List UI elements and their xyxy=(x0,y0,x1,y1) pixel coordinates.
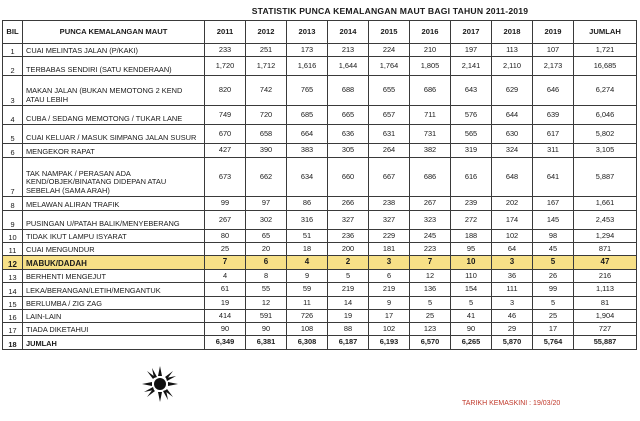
year-value: 7 xyxy=(410,256,451,270)
year-value: 181 xyxy=(369,243,410,256)
year-value: 64 xyxy=(492,243,533,256)
update-date-stamp: TARIKH KEMASKINI : 19/03/20 xyxy=(462,400,561,407)
header-year: 2014 xyxy=(328,21,369,44)
row-total: 216 xyxy=(574,270,637,283)
row-number: 10 xyxy=(3,230,23,243)
cause-label: JUMLAH xyxy=(23,336,205,350)
year-value: 88 xyxy=(328,323,369,336)
table-row xyxy=(3,197,637,211)
year-value: 36 xyxy=(492,270,533,283)
year-value: 55 xyxy=(246,283,287,297)
year-value: 267 xyxy=(205,211,246,230)
total-row xyxy=(3,336,637,350)
row-number: 1 xyxy=(3,44,23,57)
year-value: 311 xyxy=(533,144,574,158)
header-row xyxy=(3,21,637,44)
header-total: JUMLAH xyxy=(574,21,637,44)
year-value: 383 xyxy=(287,144,328,158)
year-value: 12 xyxy=(246,297,287,310)
table-row xyxy=(3,106,637,125)
cause-label: CUAI MELINTAS JALAN (P/KAKI) xyxy=(23,44,205,57)
year-value: 3 xyxy=(369,256,410,270)
row-number: 9 xyxy=(3,211,23,230)
year-value: 655 xyxy=(369,76,410,106)
year-value: 46 xyxy=(492,310,533,323)
year-value: 17 xyxy=(369,310,410,323)
header-cause: PUNCA KEMALANGAN MAUT xyxy=(23,21,205,44)
row-total: 47 xyxy=(574,256,637,270)
year-value: 1,712 xyxy=(246,57,287,76)
year-value: 238 xyxy=(369,197,410,211)
year-value: 5 xyxy=(533,256,574,270)
table-row xyxy=(3,76,637,106)
year-value: 1,720 xyxy=(205,57,246,76)
year-value: 12 xyxy=(410,270,451,283)
year-value: 65 xyxy=(246,230,287,243)
sun-emblem-icon xyxy=(140,364,180,404)
row-total: 1,294 xyxy=(574,230,637,243)
header-year: 2015 xyxy=(369,21,410,44)
year-value: 25 xyxy=(533,310,574,323)
year-value: 210 xyxy=(410,44,451,57)
header-year: 2011 xyxy=(205,21,246,44)
year-value: 167 xyxy=(533,197,574,211)
year-value: 6,308 xyxy=(287,336,328,350)
year-value: 61 xyxy=(205,283,246,297)
cause-label: TERBABAS SENDIRI (SATU KENDERAAN) xyxy=(23,57,205,76)
row-number: 6 xyxy=(3,144,23,158)
year-value: 5,764 xyxy=(533,336,574,350)
year-value: 639 xyxy=(533,106,574,125)
year-value: 731 xyxy=(410,125,451,144)
row-number: 14 xyxy=(3,283,23,297)
year-value: 264 xyxy=(369,144,410,158)
year-value: 107 xyxy=(533,44,574,57)
year-value: 113 xyxy=(492,44,533,57)
cause-label: MELAWAN ALIRAN TRAFIK xyxy=(23,197,205,211)
row-total: 1,904 xyxy=(574,310,637,323)
year-value: 236 xyxy=(328,230,369,243)
year-value: 686 xyxy=(410,158,451,197)
year-value: 327 xyxy=(369,211,410,230)
year-value: 11 xyxy=(287,297,328,310)
row-total: 727 xyxy=(574,323,637,336)
year-value: 10 xyxy=(451,256,492,270)
year-value: 616 xyxy=(451,158,492,197)
year-value: 200 xyxy=(328,243,369,256)
table-row xyxy=(3,310,637,323)
year-value: 427 xyxy=(205,144,246,158)
year-value: 102 xyxy=(369,323,410,336)
row-total: 55,887 xyxy=(574,336,637,350)
year-value: 327 xyxy=(328,211,369,230)
row-number: 4 xyxy=(3,106,23,125)
year-value: 634 xyxy=(287,158,328,197)
year-value: 576 xyxy=(451,106,492,125)
year-value: 14 xyxy=(328,297,369,310)
table-row xyxy=(3,283,637,297)
year-value: 641 xyxy=(533,158,574,197)
year-value: 629 xyxy=(492,76,533,106)
year-value: 19 xyxy=(328,310,369,323)
header-year: 2012 xyxy=(246,21,287,44)
table-row xyxy=(3,323,637,336)
table-row xyxy=(3,270,637,283)
cause-label: CUAI MENGUNDUR xyxy=(23,243,205,256)
year-value: 644 xyxy=(492,106,533,125)
year-value: 86 xyxy=(287,197,328,211)
year-value: 29 xyxy=(492,323,533,336)
year-value: 636 xyxy=(328,125,369,144)
year-value: 726 xyxy=(287,310,328,323)
table-row xyxy=(3,144,637,158)
year-value: 749 xyxy=(205,106,246,125)
row-total: 5,887 xyxy=(574,158,637,197)
year-value: 3 xyxy=(492,297,533,310)
cause-label: MABUK/DADAH xyxy=(23,256,205,270)
row-number: 15 xyxy=(3,297,23,310)
table-row xyxy=(3,256,637,270)
year-value: 1,805 xyxy=(410,57,451,76)
year-value: 17 xyxy=(533,323,574,336)
year-value: 657 xyxy=(369,106,410,125)
year-value: 711 xyxy=(410,106,451,125)
year-value: 90 xyxy=(205,323,246,336)
header-year: 2016 xyxy=(410,21,451,44)
year-value: 9 xyxy=(369,297,410,310)
year-value: 108 xyxy=(287,323,328,336)
year-value: 245 xyxy=(410,230,451,243)
year-value: 390 xyxy=(246,144,287,158)
row-total: 1,113 xyxy=(574,283,637,297)
year-value: 305 xyxy=(328,144,369,158)
year-value: 673 xyxy=(205,158,246,197)
year-value: 188 xyxy=(451,230,492,243)
row-total: 6,046 xyxy=(574,106,637,125)
row-number: 17 xyxy=(3,323,23,336)
row-number: 5 xyxy=(3,125,23,144)
year-value: 6,381 xyxy=(246,336,287,350)
year-value: 25 xyxy=(410,310,451,323)
year-value: 820 xyxy=(205,76,246,106)
row-number: 12 xyxy=(3,256,23,270)
year-value: 272 xyxy=(451,211,492,230)
year-value: 6 xyxy=(246,256,287,270)
row-total: 81 xyxy=(574,297,637,310)
row-total: 6,274 xyxy=(574,76,637,106)
year-value: 685 xyxy=(287,106,328,125)
year-value: 136 xyxy=(410,283,451,297)
header-year: 2013 xyxy=(287,21,328,44)
year-value: 670 xyxy=(205,125,246,144)
table-row xyxy=(3,44,637,57)
year-value: 145 xyxy=(533,211,574,230)
year-value: 382 xyxy=(410,144,451,158)
year-value: 6,349 xyxy=(205,336,246,350)
year-value: 251 xyxy=(246,44,287,57)
table-row xyxy=(3,297,637,310)
cause-label: TAK NAMPAK / PERASAN ADA KEND/OBJEK/BINATANG DIDEPAN ATAU SEBELAH (SAMA ARAH) xyxy=(23,158,205,197)
year-value: 324 xyxy=(492,144,533,158)
year-value: 5 xyxy=(533,297,574,310)
header-year: 2018 xyxy=(492,21,533,44)
year-value: 6,265 xyxy=(451,336,492,350)
year-value: 213 xyxy=(328,44,369,57)
year-value: 123 xyxy=(410,323,451,336)
year-value: 97 xyxy=(246,197,287,211)
year-value: 111 xyxy=(492,283,533,297)
row-number: 18 xyxy=(3,336,23,350)
row-number: 11 xyxy=(3,243,23,256)
year-value: 648 xyxy=(492,158,533,197)
cause-label: CUBA / SEDANG MEMOTONG / TUKAR LANE xyxy=(23,106,205,125)
year-value: 8 xyxy=(246,270,287,283)
year-value: 51 xyxy=(287,230,328,243)
cause-label: TIDAK IKUT LAMPU ISYARAT xyxy=(23,230,205,243)
year-value: 720 xyxy=(246,106,287,125)
row-total: 3,105 xyxy=(574,144,637,158)
year-value: 2,141 xyxy=(451,57,492,76)
cause-label: MAKAN JALAN (BUKAN MEMOTONG 2 KEND ATAU LEBIH xyxy=(23,76,205,106)
year-value: 4 xyxy=(205,270,246,283)
table-row xyxy=(3,57,637,76)
year-value: 80 xyxy=(205,230,246,243)
year-value: 5 xyxy=(451,297,492,310)
cause-label: TIADA DIKETAHUI xyxy=(23,323,205,336)
year-value: 5,870 xyxy=(492,336,533,350)
year-value: 323 xyxy=(410,211,451,230)
year-value: 19 xyxy=(205,297,246,310)
table-row xyxy=(3,230,637,243)
year-value: 3 xyxy=(492,256,533,270)
year-value: 6,187 xyxy=(328,336,369,350)
year-value: 662 xyxy=(246,158,287,197)
year-value: 660 xyxy=(328,158,369,197)
year-value: 316 xyxy=(287,211,328,230)
year-value: 631 xyxy=(369,125,410,144)
year-value: 6 xyxy=(369,270,410,283)
table-body xyxy=(3,44,637,350)
row-total: 5,802 xyxy=(574,125,637,144)
year-value: 20 xyxy=(246,243,287,256)
year-value: 6,193 xyxy=(369,336,410,350)
cause-label: PUSINGAN U/PATAH BALIK/MENYEBERANG xyxy=(23,211,205,230)
row-number: 16 xyxy=(3,310,23,323)
year-value: 4 xyxy=(287,256,328,270)
row-number: 3 xyxy=(3,76,23,106)
header-year: 2019 xyxy=(533,21,574,44)
year-value: 90 xyxy=(246,323,287,336)
statistics-table xyxy=(2,20,637,350)
year-value: 414 xyxy=(205,310,246,323)
page-title: STATISTIK PUNCA KEMALANGAN MAUT BAGI TAHUN 2011-2019 xyxy=(251,6,529,16)
row-total: 2,453 xyxy=(574,211,637,230)
year-value: 6,570 xyxy=(410,336,451,350)
row-total: 1,661 xyxy=(574,197,637,211)
year-value: 41 xyxy=(451,310,492,323)
cause-label: BERHENTI MENGEJUT xyxy=(23,270,205,283)
row-total: 1,721 xyxy=(574,44,637,57)
year-value: 219 xyxy=(328,283,369,297)
header-bil: BIL xyxy=(3,21,23,44)
year-value: 591 xyxy=(246,310,287,323)
year-value: 665 xyxy=(328,106,369,125)
cause-label: MENGEKOR RAPAT xyxy=(23,144,205,158)
year-value: 688 xyxy=(328,76,369,106)
year-value: 102 xyxy=(492,230,533,243)
year-value: 5 xyxy=(410,297,451,310)
table-row xyxy=(3,125,637,144)
year-value: 2,173 xyxy=(533,57,574,76)
row-number: 2 xyxy=(3,57,23,76)
year-value: 110 xyxy=(451,270,492,283)
year-value: 658 xyxy=(246,125,287,144)
year-value: 302 xyxy=(246,211,287,230)
table-row xyxy=(3,211,637,230)
year-value: 45 xyxy=(533,243,574,256)
year-value: 7 xyxy=(205,256,246,270)
year-value: 630 xyxy=(492,125,533,144)
table-row xyxy=(3,158,637,197)
header-year: 2017 xyxy=(451,21,492,44)
year-value: 99 xyxy=(533,283,574,297)
row-total: 16,685 xyxy=(574,57,637,76)
cause-label: LAIN-LAIN xyxy=(23,310,205,323)
year-value: 173 xyxy=(287,44,328,57)
year-value: 2 xyxy=(328,256,369,270)
row-number: 8 xyxy=(3,197,23,211)
year-value: 90 xyxy=(451,323,492,336)
year-value: 667 xyxy=(369,158,410,197)
year-value: 26 xyxy=(533,270,574,283)
year-value: 765 xyxy=(287,76,328,106)
year-value: 223 xyxy=(410,243,451,256)
year-value: 686 xyxy=(410,76,451,106)
table-header xyxy=(3,21,637,44)
year-value: 565 xyxy=(451,125,492,144)
year-value: 1,644 xyxy=(328,57,369,76)
year-value: 95 xyxy=(451,243,492,256)
year-value: 59 xyxy=(287,283,328,297)
cause-label: BERLUMBA / ZIG ZAG xyxy=(23,297,205,310)
row-number: 7 xyxy=(3,158,23,197)
year-value: 9 xyxy=(287,270,328,283)
table-row xyxy=(3,243,637,256)
year-value: 25 xyxy=(205,243,246,256)
year-value: 197 xyxy=(451,44,492,57)
year-value: 98 xyxy=(533,230,574,243)
year-value: 219 xyxy=(369,283,410,297)
cause-label: CUAI KELUAR / MASUK SIMPANG JALAN SUSUR xyxy=(23,125,205,144)
row-total: 871 xyxy=(574,243,637,256)
year-value: 1,764 xyxy=(369,57,410,76)
year-value: 239 xyxy=(451,197,492,211)
year-value: 742 xyxy=(246,76,287,106)
cause-label: LEKA/BERANGAN/LETIH/MENGANTUK xyxy=(23,283,205,297)
year-value: 664 xyxy=(287,125,328,144)
year-value: 233 xyxy=(205,44,246,57)
year-value: 643 xyxy=(451,76,492,106)
year-value: 99 xyxy=(205,197,246,211)
year-value: 229 xyxy=(369,230,410,243)
year-value: 18 xyxy=(287,243,328,256)
year-value: 174 xyxy=(492,211,533,230)
year-value: 266 xyxy=(328,197,369,211)
row-number: 13 xyxy=(3,270,23,283)
year-value: 319 xyxy=(451,144,492,158)
year-value: 646 xyxy=(533,76,574,106)
year-value: 2,110 xyxy=(492,57,533,76)
year-value: 5 xyxy=(328,270,369,283)
year-value: 617 xyxy=(533,125,574,144)
year-value: 224 xyxy=(369,44,410,57)
year-value: 202 xyxy=(492,197,533,211)
year-value: 267 xyxy=(410,197,451,211)
year-value: 154 xyxy=(451,283,492,297)
year-value: 1,616 xyxy=(287,57,328,76)
